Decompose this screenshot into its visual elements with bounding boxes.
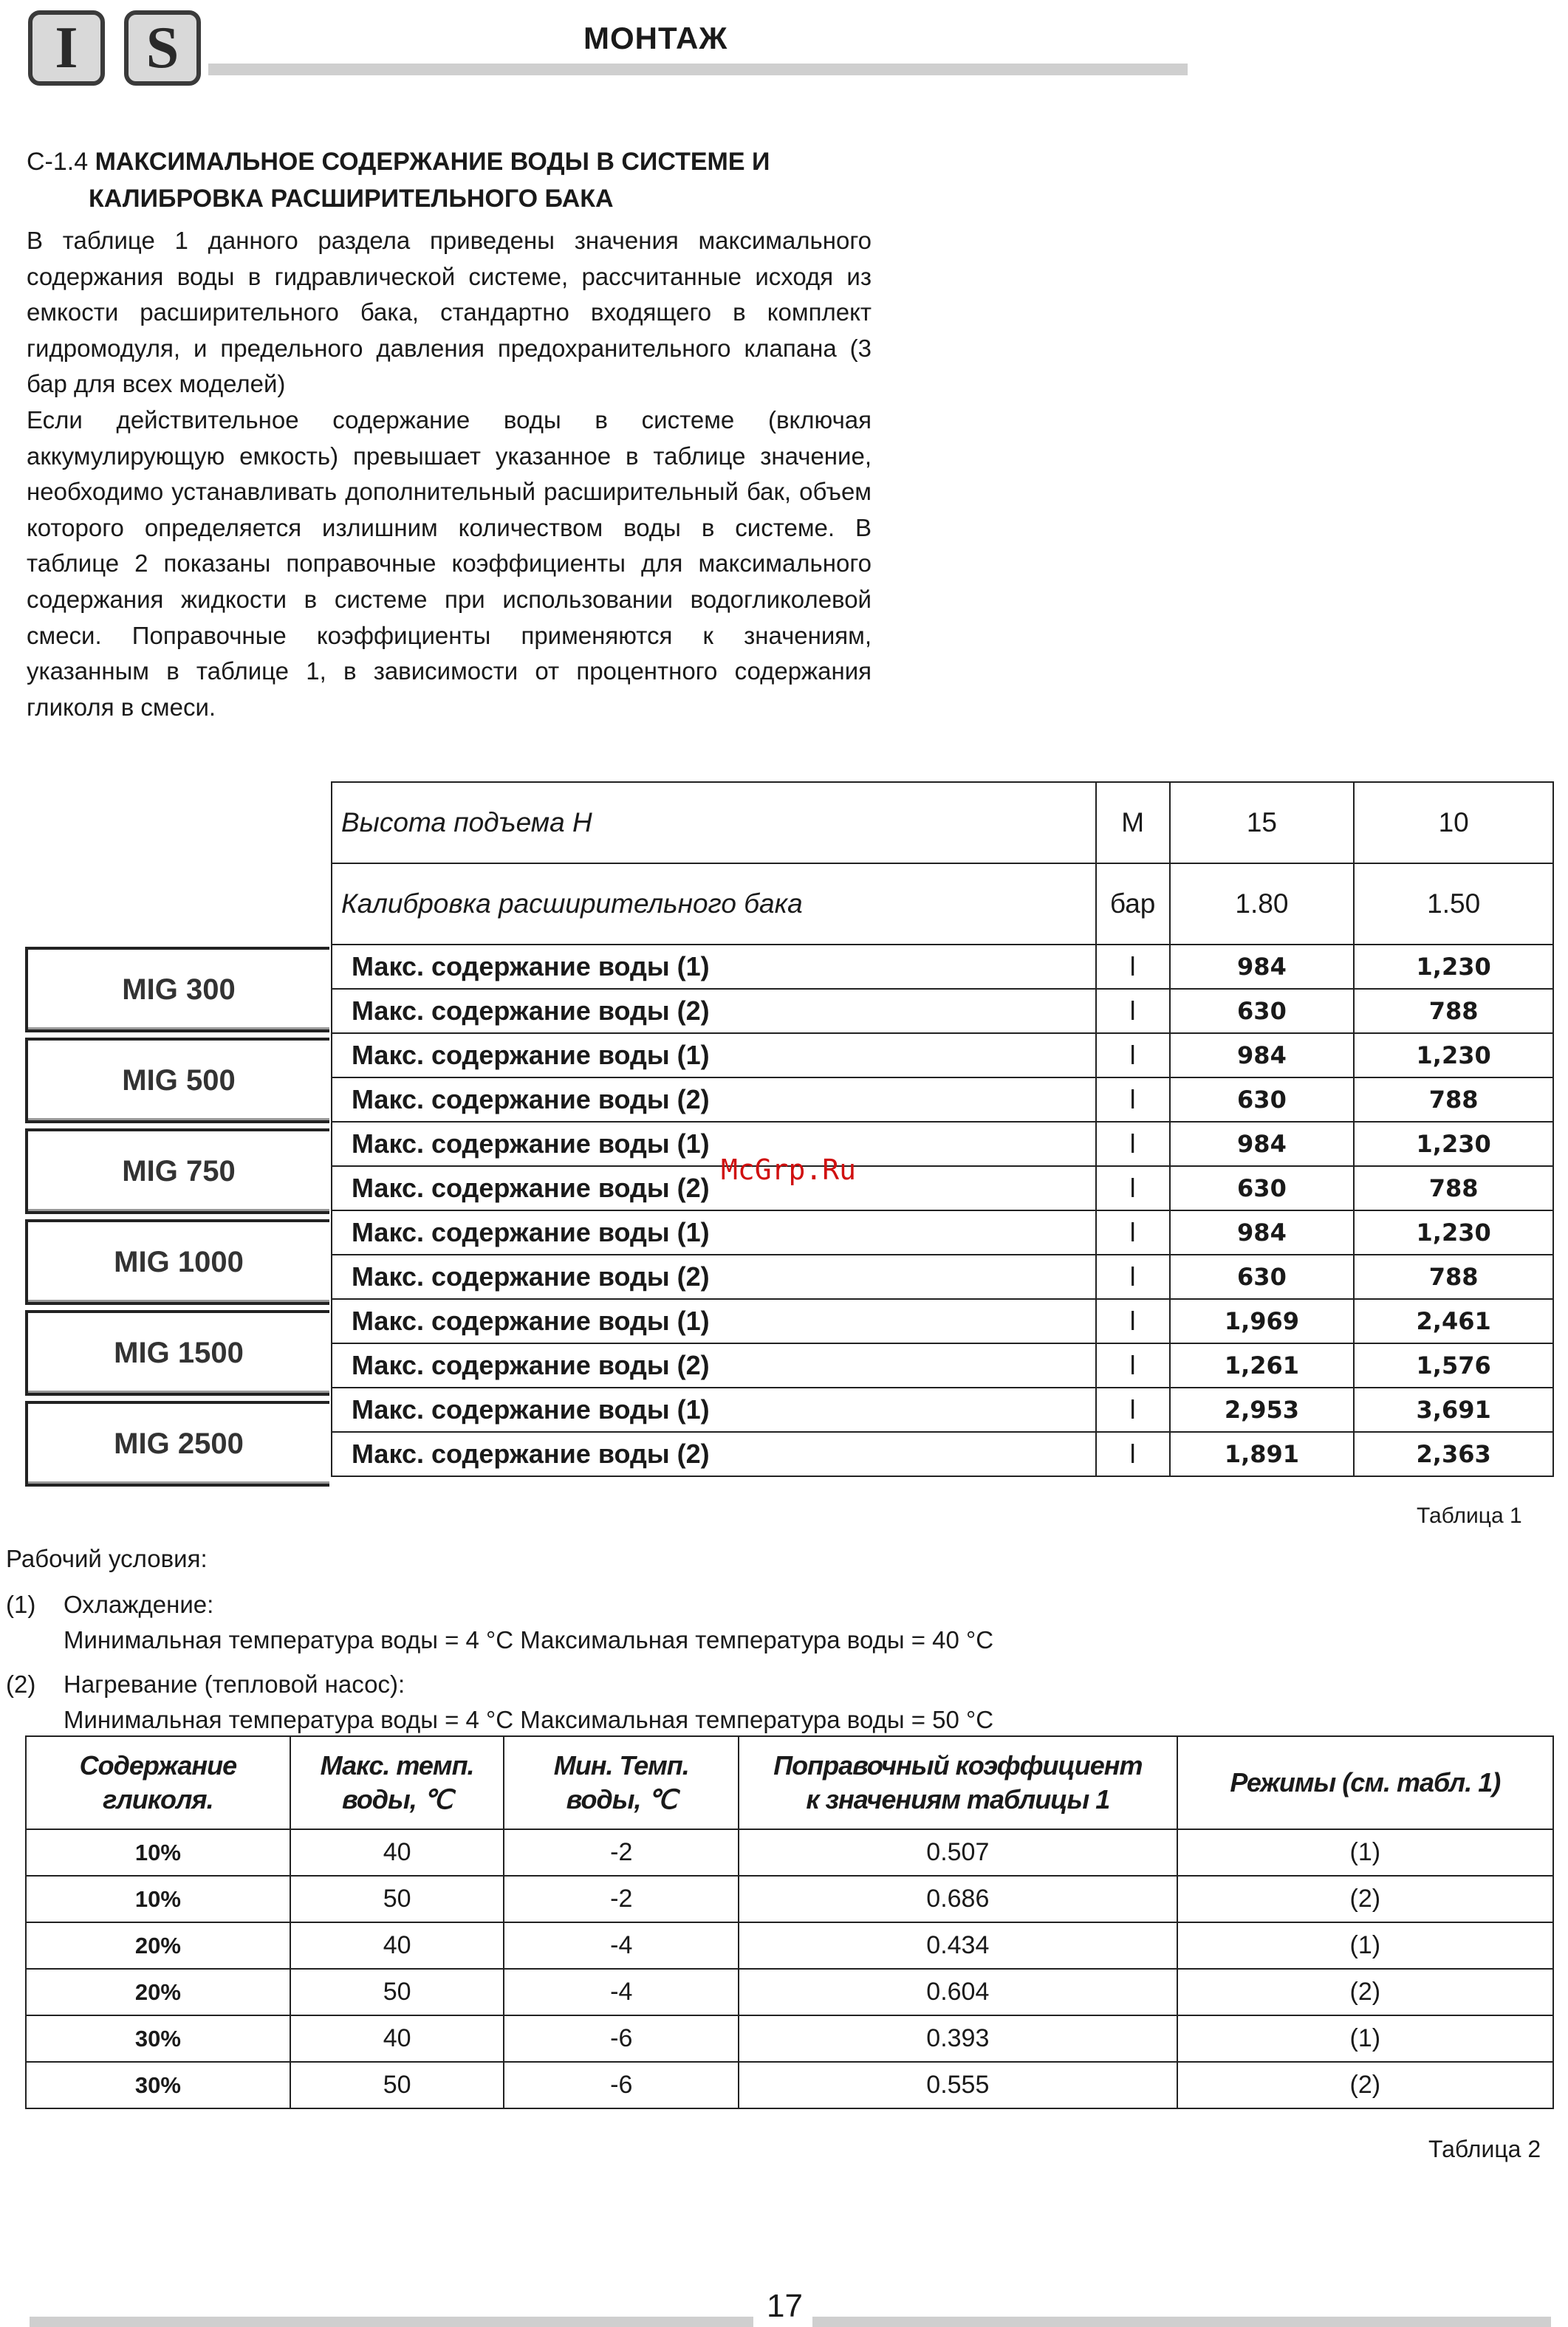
section-title-line1: МАКСИМАЛЬНОЕ СОДЕРЖАНИЕ ВОДЫ В СИСТЕМЕ И [95,148,770,176]
param-unit: М [1096,782,1170,863]
model-label: MIG 500 [25,1038,329,1123]
glycol-cell: 10% [26,1829,290,1876]
max-temp-cell: 50 [290,1969,504,2015]
param-unit: бар [1096,863,1170,945]
row-value-1: 630 [1170,1255,1355,1299]
coefficient-cell: 0.555 [739,2062,1177,2108]
row-value-2: 3,691 [1354,1388,1553,1432]
mode-cell: (1) [1177,1829,1553,1876]
row-label: Макс. содержание воды (2) [332,1255,1096,1299]
table-1-head-row [332,863,1553,945]
table-row [332,1210,1553,1255]
coefficient-cell: 0.507 [739,1829,1177,1876]
row-label: Макс. содержание воды (1) [332,1388,1096,1432]
logo-letter-i: I [55,15,78,80]
table-row [332,1255,1553,1299]
min-temp-cell: -6 [504,2062,739,2108]
mode-cell: (2) [1177,1969,1553,2015]
row-unit: l [1096,1033,1170,1077]
model-label: MIG 1500 [25,1310,329,1396]
max-temp-cell: 40 [290,1922,504,1969]
param-label: Высота подъема H [332,782,1096,863]
min-temp-cell: -2 [504,1829,739,1876]
table-2-header-row [26,1736,1553,1829]
row-value-2: 1,230 [1354,1122,1553,1166]
row-label: Макс. содержание воды (2) [332,1077,1096,1122]
table-row [332,989,1553,1033]
table-row [26,1876,1553,1922]
table-row [26,2062,1553,2108]
header-divider [208,64,1188,75]
max-temp-cell: 50 [290,2062,504,2108]
coefficient-cell: 0.393 [739,2015,1177,2062]
condition-2-marker: (2) [6,1670,36,1698]
param-value-1: 15 [1170,782,1355,863]
header-coefficient: Поправочный коэффициент к значениям таблицы 1 [739,1736,1177,1829]
row-value-1: 1,261 [1170,1343,1355,1388]
logo-s [124,10,201,86]
table-row [332,1033,1553,1077]
section-number: С-1.4 [27,148,89,176]
glycol-cell: 20% [26,1922,290,1969]
row-value-1: 1,969 [1170,1299,1355,1343]
table-row [26,2015,1553,2062]
row-value-1: 984 [1170,1122,1355,1166]
condition-2-text: Минимальная температура воды = 4 °C Максимальная температура воды = 50 °C [64,1706,994,1733]
table-row [332,1299,1553,1343]
row-value-2: 1,230 [1354,1033,1553,1077]
table-1-head-row [332,782,1553,863]
row-value-1: 630 [1170,1166,1355,1210]
param-value-2: 1.50 [1354,863,1553,945]
table-row [26,1829,1553,1876]
min-temp-cell: -4 [504,1969,739,2015]
mode-cell: (1) [1177,1922,1553,1969]
row-label: Макс. содержание воды (1) [332,1122,1096,1166]
condition-2-title: Нагревание (тепловой насос): [64,1670,405,1698]
row-unit: l [1096,1122,1170,1166]
table-row [332,1122,1553,1166]
row-unit: l [1096,1343,1170,1388]
table-row [332,1432,1553,1476]
row-label: Макс. содержание воды (1) [332,1033,1096,1077]
row-label: Макс. содержание воды (2) [332,1343,1096,1388]
row-unit: l [1096,1299,1170,1343]
model-label: MIG 2500 [25,1401,329,1487]
table-1 [331,781,1554,1477]
conditions-title: Рабочий условия: [6,1545,208,1572]
model-label: MIG 750 [25,1128,329,1214]
row-label: Макс. содержание воды (1) [332,1299,1096,1343]
table-2-caption: Таблица 2 [1428,2136,1541,2162]
table-row [332,1166,1553,1210]
condition-1-marker: (1) [6,1591,36,1618]
param-value-2: 10 [1354,782,1553,863]
model-labels [25,947,329,1492]
max-temp-cell: 50 [290,1876,504,1922]
mode-cell: (2) [1177,1876,1553,1922]
row-value-1: 1,891 [1170,1432,1355,1476]
table-row [26,1922,1553,1969]
row-value-2: 788 [1354,1166,1553,1210]
header-max-temp: Макс. темп. воды, ℃ [290,1736,504,1829]
table-row [332,945,1553,989]
row-value-2: 788 [1354,1077,1553,1122]
max-temp-cell: 40 [290,1829,504,1876]
min-temp-cell: -2 [504,1876,739,1922]
row-value-2: 1,230 [1354,945,1553,989]
header-min-temp: Мин. Темп. воды, ℃ [504,1736,739,1829]
header-glycol: Содержание гликоля. [26,1736,290,1829]
row-label: Макс. содержание воды (2) [332,989,1096,1033]
row-label: Макс. содержание воды (1) [332,1210,1096,1255]
row-value-1: 984 [1170,1210,1355,1255]
page-number: 17 [767,2288,803,2324]
condition-1-text: Минимальная температура воды = 4 °C Максимальная температура воды = 40 °C [64,1626,994,1653]
model-label: MIG 300 [25,947,329,1032]
row-value-2: 788 [1354,989,1553,1033]
row-value-2: 2,461 [1354,1299,1553,1343]
row-label: Макс. содержание воды (1) [332,945,1096,989]
header-modes: Режимы (см. табл. 1) [1177,1736,1553,1829]
coefficient-cell: 0.686 [739,1876,1177,1922]
table-1-caption: Таблица 1 [1417,1504,1522,1528]
row-value-1: 630 [1170,989,1355,1033]
row-value-1: 630 [1170,1077,1355,1122]
max-temp-cell: 40 [290,2015,504,2062]
param-value-1: 1.80 [1170,863,1355,945]
coefficient-cell: 0.434 [739,1922,1177,1969]
glycol-cell: 30% [26,2015,290,2062]
row-value-1: 984 [1170,945,1355,989]
glycol-cell: 20% [26,1969,290,2015]
row-value-2: 2,363 [1354,1432,1553,1476]
glycol-cell: 30% [26,2062,290,2108]
row-label: Макс. содержание воды (2) [332,1432,1096,1476]
glycol-cell: 10% [26,1876,290,1922]
logo-i [28,10,105,86]
watermark: McGrp.Ru [721,1154,857,1186]
section-title-line2: КАЛИБРОВКА РАСШИРИТЕЛЬНОГО БАКА [89,185,614,213]
table-row [332,1343,1553,1388]
row-value-2: 1,576 [1354,1343,1553,1388]
row-unit: l [1096,1210,1170,1255]
row-unit: l [1096,945,1170,989]
row-value-1: 2,953 [1170,1388,1355,1432]
row-value-1: 984 [1170,1033,1355,1077]
condition-1-title: Охлаждение: [64,1591,214,1618]
mode-cell: (2) [1177,2062,1553,2108]
section-body [27,223,872,725]
row-unit: l [1096,1077,1170,1122]
min-temp-cell: -6 [504,2015,739,2062]
paragraph-1: В таблице 1 данного раздела приведены значения максимального содержания воды в гидравлической системе, рассчитанные исходя из емкости расширительного бака, стандартно входящего в комплект гидромодуля, и предельного давления предохранительного клапана (3 бар для всех моделей) [27,227,872,398]
row-value-2: 1,230 [1354,1210,1553,1255]
section-heading [27,143,913,217]
table-row [332,1388,1553,1432]
row-unit: l [1096,989,1170,1033]
table-2 [25,1735,1554,2109]
row-label: Макс. содержание воды (2) [332,1166,1096,1210]
logo-letter-s: S [145,15,179,80]
row-value-2: 788 [1354,1255,1553,1299]
param-label: Калибровка расширительного бака [332,863,1096,945]
row-unit: l [1096,1166,1170,1210]
mode-cell: (1) [1177,2015,1553,2062]
row-unit: l [1096,1255,1170,1299]
row-unit: l [1096,1432,1170,1476]
table-row [332,1077,1553,1122]
coefficient-cell: 0.604 [739,1969,1177,2015]
page-title: МОНТАЖ [583,21,728,55]
model-label: MIG 1000 [25,1219,329,1305]
min-temp-cell: -4 [504,1922,739,1969]
row-unit: l [1096,1388,1170,1432]
paragraph-2: Если действительное содержание воды в системе (включая аккумулирующую емкость) превышает указанное в таблице значение, необходимо устанавливать дополнительный расширительный бак, объем которого определяется излишним количеством воды в системе. В таблице 2 показаны поправочные коэффициенты для максимального содержания жидкости в системе при использовании водогликолевой смеси. Поправочные коэффициенты применяются к значениям, указанным в таблице 1, в зависимости от процентного содержания гликоля в смеси. [27,405,872,721]
table-row [26,1969,1553,2015]
